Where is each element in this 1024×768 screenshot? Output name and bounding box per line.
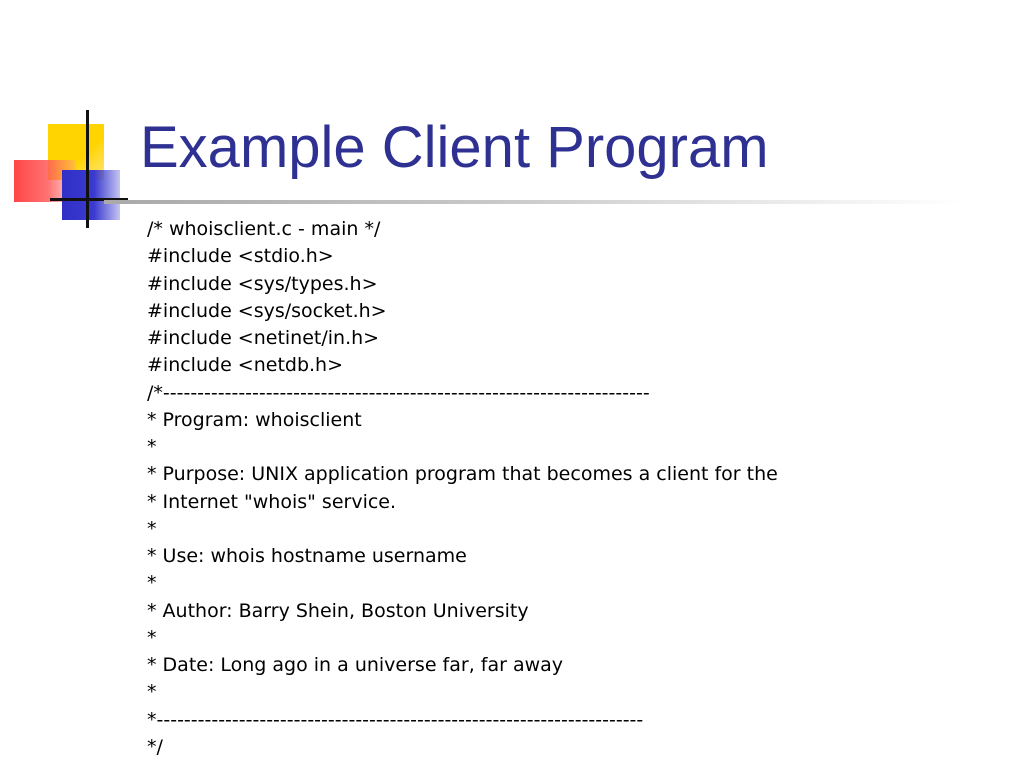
decorative-vertical-line xyxy=(86,110,89,228)
code-line: * xyxy=(147,517,157,540)
code-line: * Program: whoisclient xyxy=(147,408,362,431)
code-line: #include <netinet/in.h> xyxy=(147,327,380,349)
code-line: * Internet "whois" service. xyxy=(147,490,397,513)
code-line: * xyxy=(147,572,157,595)
code-line: #include <sys/socket.h> xyxy=(147,299,387,322)
code-line: #include <stdio.h> xyxy=(147,245,334,268)
code-line: */ xyxy=(147,735,163,758)
code-line: #include <sys/types.h> xyxy=(147,272,378,295)
code-line: * xyxy=(147,436,157,458)
code-line: /* whoisclient.c - main */ xyxy=(147,218,381,240)
title-underline xyxy=(104,200,964,204)
code-line: * Date: Long ago in a universe far, far away xyxy=(147,654,564,676)
code-line: * xyxy=(147,681,157,704)
slide-title: Example Client Program xyxy=(140,115,769,180)
decorative-blue-square xyxy=(62,170,120,220)
code-line: * Author: Barry Shein, Boston University xyxy=(147,599,529,622)
code-line: /*----------------------------------------------------------------------- xyxy=(147,381,650,404)
code-line: * Purpose: UNIX application program that becomes a client for the xyxy=(147,463,778,486)
code-line: * Use: whois hostname username xyxy=(147,545,467,567)
code-line: *----------------------------------------------------------------------- xyxy=(147,708,644,731)
code-line: * xyxy=(147,626,157,649)
code-line: #include <netdb.h> xyxy=(147,354,344,377)
code-listing xyxy=(147,216,778,761)
